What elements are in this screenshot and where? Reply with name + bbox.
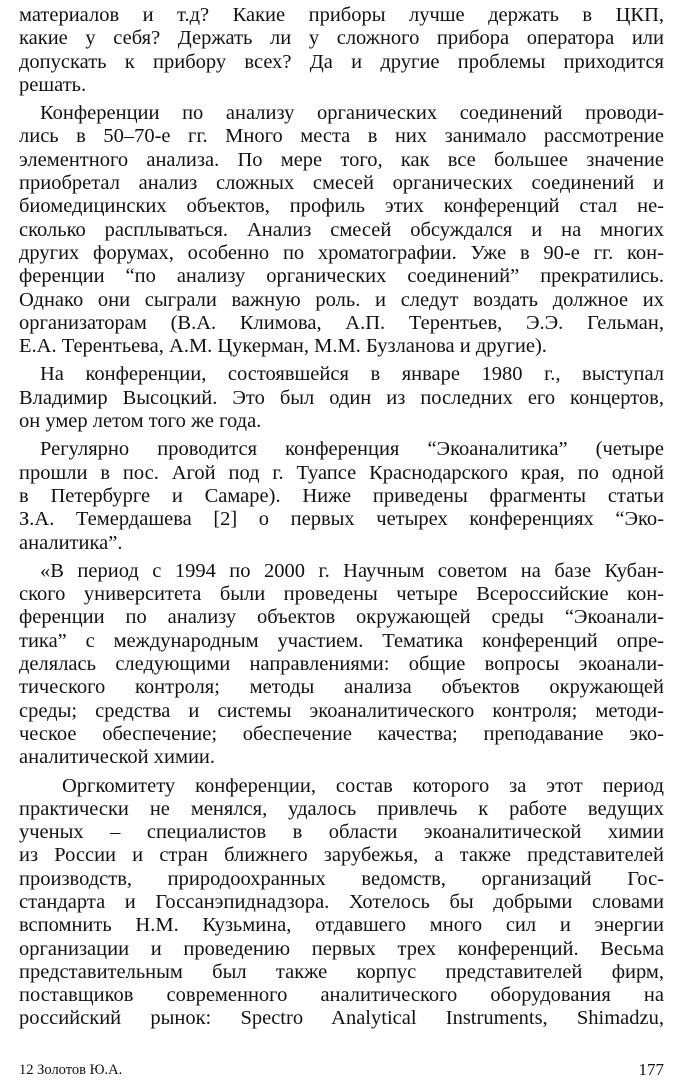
text-line: биомедицинских объектов, профиль этих конференций стал не-	[19, 195, 664, 218]
text-line: «В период с 1994 по 2000 г. Научным советом на базе Кубан-	[40, 559, 664, 582]
paragraph	[19, 775, 664, 1031]
paragraph	[19, 560, 664, 770]
text-line: ференции “по анализу органических соединений” прекратились.	[19, 265, 664, 288]
text-line: стандарта и Госсанэпиднадзора. Хотелось бы добрыми словами	[19, 890, 664, 913]
paragraph	[19, 102, 664, 358]
text-line: решать.	[19, 73, 87, 96]
paragraph	[19, 4, 664, 97]
text-line: среды; средства и системы экоаналитического контроля; методи-	[19, 699, 664, 722]
text-line: тика” с международным участием. Тематика конференций опре-	[19, 629, 664, 652]
text-line: из России и стран ближнего зарубежья, а также представителей	[19, 844, 664, 867]
text-line: лись в 50–70-е гг. Много места в них занимало рассмотрение	[19, 125, 664, 148]
text-line: ского университета были проведены четыре Всероссийские кон-	[19, 583, 664, 606]
text-line: поставщиков современного аналитического оборудования на	[19, 984, 664, 1007]
text-line: делялась следующими направлениями: общие вопросы экоанали-	[19, 653, 664, 676]
text-line: ученых – специалистов в области экоаналитической химии	[19, 821, 664, 844]
text-line: Однако они сыграли важную роль. и следут воздать должное их	[19, 288, 664, 311]
text-line: ческое обеспечение; обеспечение качества; преподавание эко-	[19, 722, 664, 745]
text-line: прошли в пос. Агой под г. Туапсе Краснодарского края, по одной	[19, 461, 664, 484]
text-line: З.А. Темердашева [2] о первых четырех конференциях “Эко-	[19, 508, 664, 531]
text-line: российский рынок: Spectro Analytical Instruments, Shimadzu,	[19, 1007, 664, 1030]
text-line: практически не менялся, удалось привлечь к работе ведущих	[19, 797, 664, 820]
text-line: вспомнить Н.М. Кузьмина, отдавшего много сил и энергии	[19, 914, 664, 937]
text-line: тического контроля; методы анализа объектов окружающей	[19, 676, 664, 699]
text-line: ференции по анализу объектов окружающей среды “Экоанали-	[19, 606, 664, 629]
text-line: аналитической химии.	[19, 746, 216, 769]
text-line: какие у себя? Держать ли у сложного прибора оператора или	[19, 27, 664, 50]
text-line: организаторам (В.А. Климова, А.П. Терентьев, Э.Э. Гельман,	[19, 311, 664, 334]
text-line: приобретал анализ сложных смесей органических соединений и	[19, 172, 664, 195]
text-line: он умер летом того же года.	[19, 410, 262, 433]
text-line: Конференции по анализу органических соединений проводи-	[40, 102, 664, 125]
text-line: Владимир Высоцкий. Это был один из последних его концертов,	[19, 386, 664, 409]
text-line: допускать к прибору всех? Да и другие проблемы приходится	[19, 50, 664, 73]
text-line: других форумах, особенно по хроматографии. Уже в 90-е гг. кон-	[19, 241, 664, 264]
text-line: сколько расплываться. Анализ смесей обсуждался и на многих	[19, 218, 664, 241]
text-line: аналитика”.	[19, 531, 123, 554]
footer-signature: 12 Золотов Ю.А.	[19, 1062, 123, 1078]
text-line: производств, природоохранных ведомств, организаций Гос-	[19, 867, 664, 890]
text-line: элементного анализа. По мере того, как все большее значение	[19, 148, 664, 171]
text-line: в Петербурге и Самаре). Ниже приведены фрагменты статьи	[19, 484, 664, 507]
paragraph	[19, 438, 664, 554]
text-line: Оргкомитету конференции, состав которого за этот период	[62, 774, 664, 797]
text-line: организации и проведению первых трех конференций. Весьма	[19, 937, 664, 960]
text-line: Е.А. Терентьева, А.М. Цукерман, М.М. Бузланова и другие).	[19, 335, 547, 358]
text-line: На конференции, состоявшейся в январе 1980 г., выступал	[40, 363, 664, 386]
text-line: представительным был также корпус представителей фирм,	[19, 960, 664, 983]
text-line: материалов и т.д? Какие приборы лучше держать в ЦКП,	[19, 4, 664, 26]
paragraph	[19, 363, 664, 433]
page-body	[19, 4, 664, 1031]
text-line: Регулярно проводится конференция “Экоаналитика” (четыре	[40, 438, 664, 461]
page-number: 177	[638, 1060, 664, 1079]
